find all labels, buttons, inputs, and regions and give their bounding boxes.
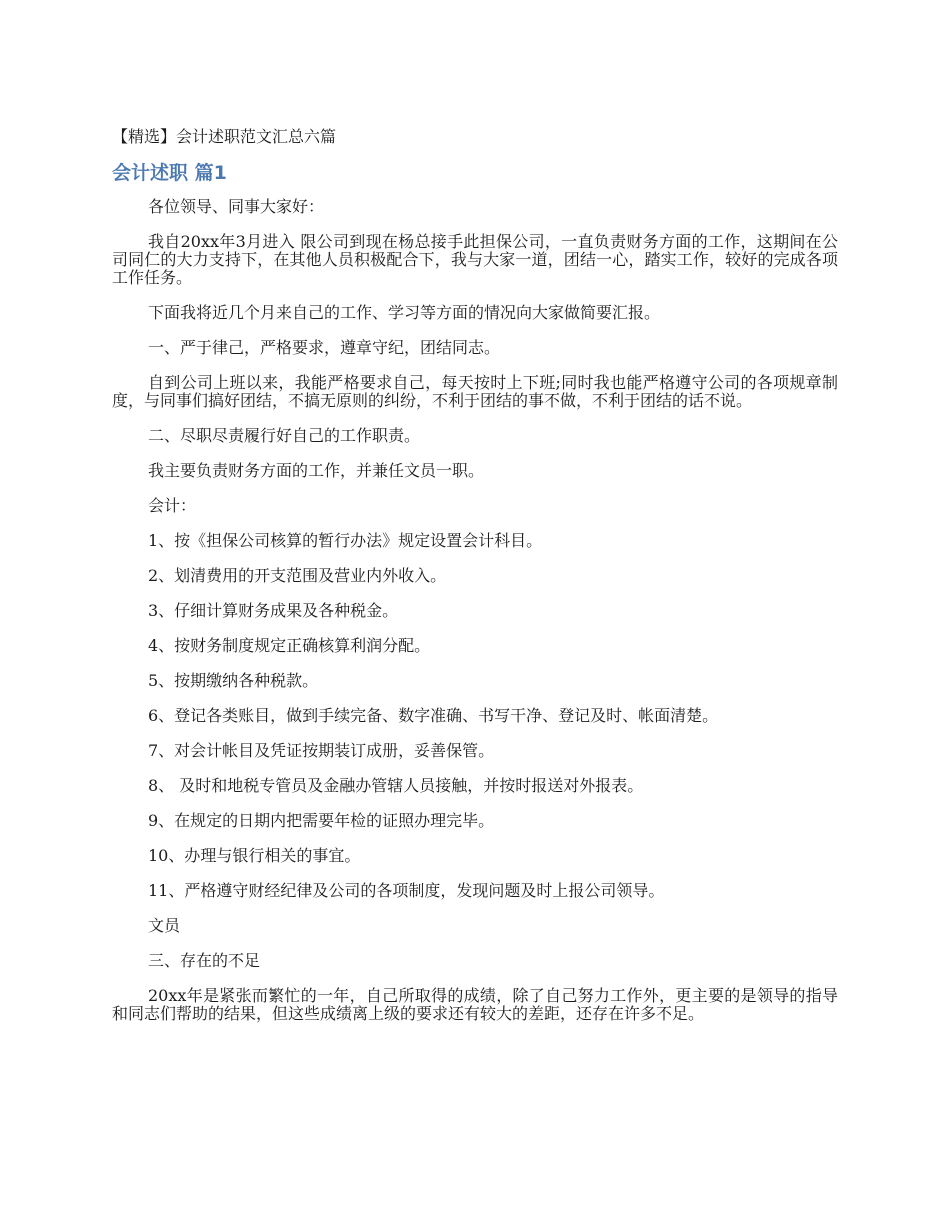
paragraph: 6、登记各类账目，做到手续完备、数字准确、书写干净、登记及时、帐面清楚。 bbox=[148, 706, 719, 725]
document-body bbox=[112, 198, 838, 1023]
paragraph: 7、对会计帐目及凭证按期装订成册，妥善保管。 bbox=[148, 741, 495, 760]
paragraph: 1、按《担保公司核算的暂行办法》规定设置会计科目。 bbox=[148, 531, 543, 550]
paragraph: 11、严格遵守财经纪律及公司的各项制度，发现问题及时上报公司领导。 bbox=[148, 881, 665, 900]
paragraph: 8、 及时和地税专管员及金融办管辖人员接触，并按时报送对外报表。 bbox=[148, 776, 644, 795]
paragraph: 会计： bbox=[148, 496, 197, 515]
paragraph: 自到公司上班以来，我能严格要求自己，每天按时上下班;同时我也能严格遵守公司的各项规章制度，与同事们搞好团结，不搞无原则的纠纷，不利于团结的事不做，不利于团结的话不说。 bbox=[112, 373, 838, 410]
paragraph: 我自20xx年3月进入 限公司到现在杨总接手此担保公司，一直负责财务方面的工作，这期间在公司同仁的大力支持下，在其他人员积极配合下，我与大家一道，团结一心，踏实工作，较好的完成各项工作任务。 bbox=[112, 232, 838, 287]
paragraph: 各位领导、同事大家好： bbox=[148, 197, 325, 216]
paragraph: 9、在规定的日期内把需要年检的证照办理完毕。 bbox=[148, 811, 495, 830]
paragraph: 文员 bbox=[148, 916, 181, 935]
paragraph: 我主要负责财务方面的工作，并兼任文员一职。 bbox=[148, 461, 485, 480]
paragraph: 10、办理与银行相关的事宜。 bbox=[148, 846, 361, 865]
paragraph: 一、严于律己，严格要求，遵章守纪，团结同志。 bbox=[148, 338, 501, 357]
section-heading: 会计述职 篇1 bbox=[112, 162, 227, 184]
paragraph: 5、按期缴纳各种税款。 bbox=[148, 671, 319, 690]
document-title: 【精选】会计述职范文汇总六篇 bbox=[112, 127, 337, 146]
paragraph: 4、按财务制度规定正确核算利润分配。 bbox=[148, 636, 431, 655]
paragraph: 下面我将近几个月来自己的工作、学习等方面的情况向大家做简要汇报。 bbox=[148, 303, 661, 322]
paragraph: 三、存在的不足 bbox=[148, 951, 261, 970]
paragraph: 二、尽职尽责履行好自己的工作职责。 bbox=[148, 426, 421, 445]
paragraph: 2、划清费用的开支范围及营业内外收入。 bbox=[148, 566, 447, 585]
document-page bbox=[112, 124, 838, 1040]
paragraph: 20xx年是紧张而繁忙的一年，自己所取得的成绩，除了自己努力工作外，更主要的是领导的指导和同志们帮助的结果，但这些成绩离上级的要求还有较大的差距，还存在许多不足。 bbox=[112, 986, 838, 1023]
paragraph: 3、仔细计算财务成果及各种税金。 bbox=[148, 601, 399, 620]
